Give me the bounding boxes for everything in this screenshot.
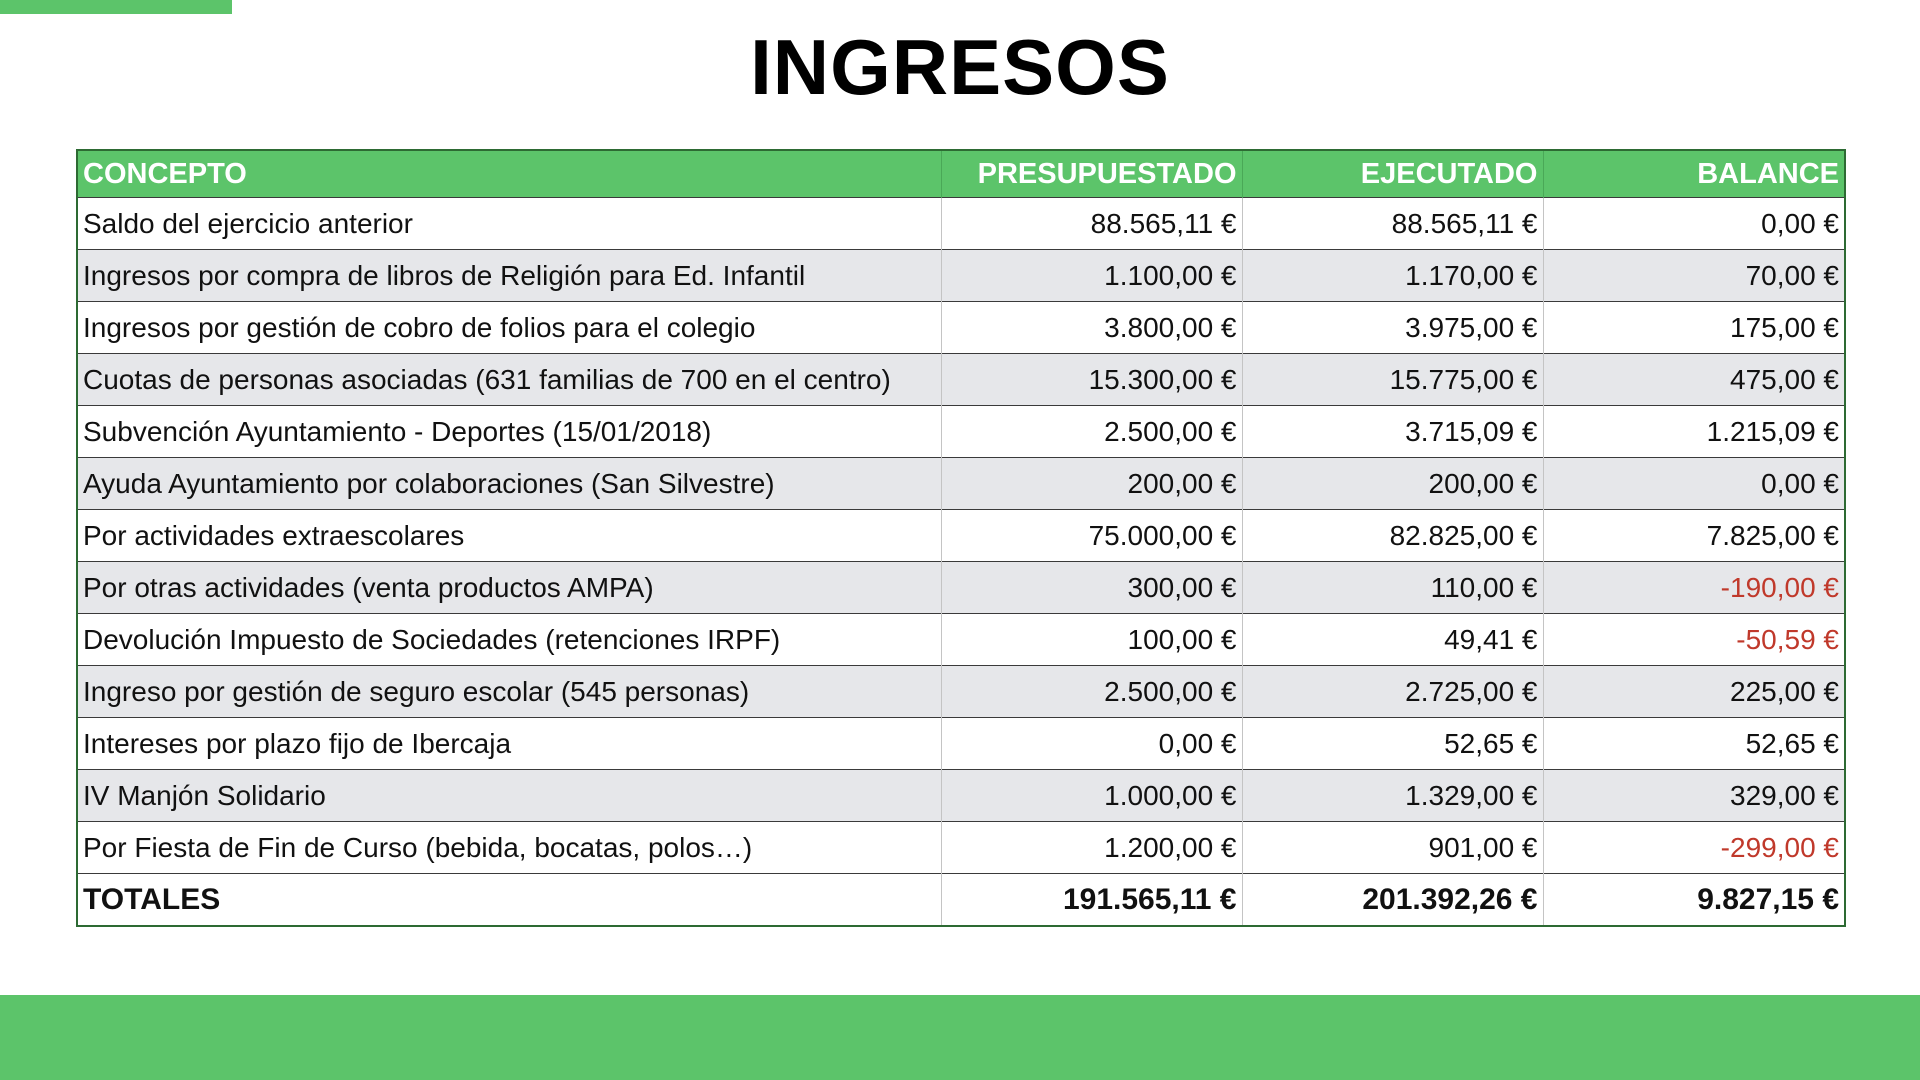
cell-presupuestado: 3.800,00 € <box>941 302 1242 354</box>
cell-balance: 175,00 € <box>1543 302 1845 354</box>
cell-concepto: Por actividades extraescolares <box>77 510 941 562</box>
cell-concepto: IV Manjón Solidario <box>77 770 941 822</box>
page-title: INGRESOS <box>750 23 1170 111</box>
cell-concepto: Ayuda Ayuntamiento por colaboraciones (San Silvestre) <box>77 458 941 510</box>
cell-concepto: Por Fiesta de Fin de Curso (bebida, bocatas, polos…) <box>77 822 941 874</box>
cell-concepto: Cuotas de personas asociadas (631 familias de 700 en el centro) <box>77 354 941 406</box>
cell-balance: 7.825,00 € <box>1543 510 1845 562</box>
table-row <box>77 198 1845 250</box>
cell-presupuestado: 75.000,00 € <box>941 510 1242 562</box>
cell-balance-negative: -190,00 € <box>1543 562 1845 614</box>
table-row <box>77 406 1845 458</box>
table-row <box>77 354 1845 406</box>
cell-presupuestado: 1.200,00 € <box>941 822 1242 874</box>
cell-concepto: Saldo del ejercicio anterior <box>77 198 941 250</box>
cell-ejecutado: 200,00 € <box>1242 458 1543 510</box>
header-balance: BALANCE <box>1543 150 1845 198</box>
cell-presupuestado: 0,00 € <box>941 718 1242 770</box>
table-row <box>77 250 1845 302</box>
cell-balance: 0,00 € <box>1543 198 1845 250</box>
cell-presupuestado: 15.300,00 € <box>941 354 1242 406</box>
cell-concepto: Por otras actividades (venta productos AMPA) <box>77 562 941 614</box>
cell-balance: 475,00 € <box>1543 354 1845 406</box>
cell-presupuestado: 100,00 € <box>941 614 1242 666</box>
cell-concepto: Intereses por plazo fijo de Ibercaja <box>77 718 941 770</box>
cell-concepto: Devolución Impuesto de Sociedades (retenciones IRPF) <box>77 614 941 666</box>
cell-balance: 225,00 € <box>1543 666 1845 718</box>
totals-row <box>77 874 1845 927</box>
top-accent-bar <box>0 0 232 14</box>
cell-presupuestado: 300,00 € <box>941 562 1242 614</box>
table-row <box>77 822 1845 874</box>
cell-presupuestado: 1.000,00 € <box>941 770 1242 822</box>
cell-ejecutado: 2.725,00 € <box>1242 666 1543 718</box>
cell-ejecutado: 3.975,00 € <box>1242 302 1543 354</box>
table-row <box>77 718 1845 770</box>
cell-presupuestado: 2.500,00 € <box>941 666 1242 718</box>
totals-label: TOTALES <box>77 874 941 927</box>
cell-balance: 1.215,09 € <box>1543 406 1845 458</box>
cell-balance-negative: -50,59 € <box>1543 614 1845 666</box>
cell-concepto: Subvención Ayuntamiento - Deportes (15/01/2018) <box>77 406 941 458</box>
cell-presupuestado: 200,00 € <box>941 458 1242 510</box>
cell-presupuestado: 88.565,11 € <box>941 198 1242 250</box>
table-header-row <box>77 150 1845 198</box>
header-presupuestado: PRESUPUESTADO <box>941 150 1242 198</box>
cell-ejecutado: 82.825,00 € <box>1242 510 1543 562</box>
table-row <box>77 302 1845 354</box>
cell-concepto: Ingresos por compra de libros de Religión para Ed. Infantil <box>77 250 941 302</box>
cell-balance: 329,00 € <box>1543 770 1845 822</box>
table-row <box>77 510 1845 562</box>
cell-ejecutado: 15.775,00 € <box>1242 354 1543 406</box>
table-row <box>77 458 1845 510</box>
table-row <box>77 666 1845 718</box>
bottom-accent-band <box>0 995 1920 1080</box>
total-ejecutado: 201.392,26 € <box>1242 874 1543 927</box>
total-balance: 9.827,15 € <box>1543 874 1845 927</box>
cell-ejecutado: 49,41 € <box>1242 614 1543 666</box>
cell-balance: 52,65 € <box>1543 718 1845 770</box>
total-presupuestado: 191.565,11 € <box>941 874 1242 927</box>
cell-ejecutado: 1.170,00 € <box>1242 250 1543 302</box>
ingresos-table <box>76 149 1846 927</box>
cell-concepto: Ingreso por gestión de seguro escolar (545 personas) <box>77 666 941 718</box>
cell-ejecutado: 110,00 € <box>1242 562 1543 614</box>
table-row <box>77 614 1845 666</box>
table-row <box>77 562 1845 614</box>
cell-presupuestado: 1.100,00 € <box>941 250 1242 302</box>
cell-balance: 0,00 € <box>1543 458 1845 510</box>
table-row <box>77 770 1845 822</box>
cell-ejecutado: 3.715,09 € <box>1242 406 1543 458</box>
cell-ejecutado: 901,00 € <box>1242 822 1543 874</box>
cell-balance-negative: -299,00 € <box>1543 822 1845 874</box>
cell-ejecutado: 88.565,11 € <box>1242 198 1543 250</box>
cell-presupuestado: 2.500,00 € <box>941 406 1242 458</box>
header-ejecutado: EJECUTADO <box>1242 150 1543 198</box>
cell-concepto: Ingresos por gestión de cobro de folios para el colegio <box>77 302 941 354</box>
cell-ejecutado: 1.329,00 € <box>1242 770 1543 822</box>
cell-ejecutado: 52,65 € <box>1242 718 1543 770</box>
cell-balance: 70,00 € <box>1543 250 1845 302</box>
header-concepto: CONCEPTO <box>77 150 941 198</box>
